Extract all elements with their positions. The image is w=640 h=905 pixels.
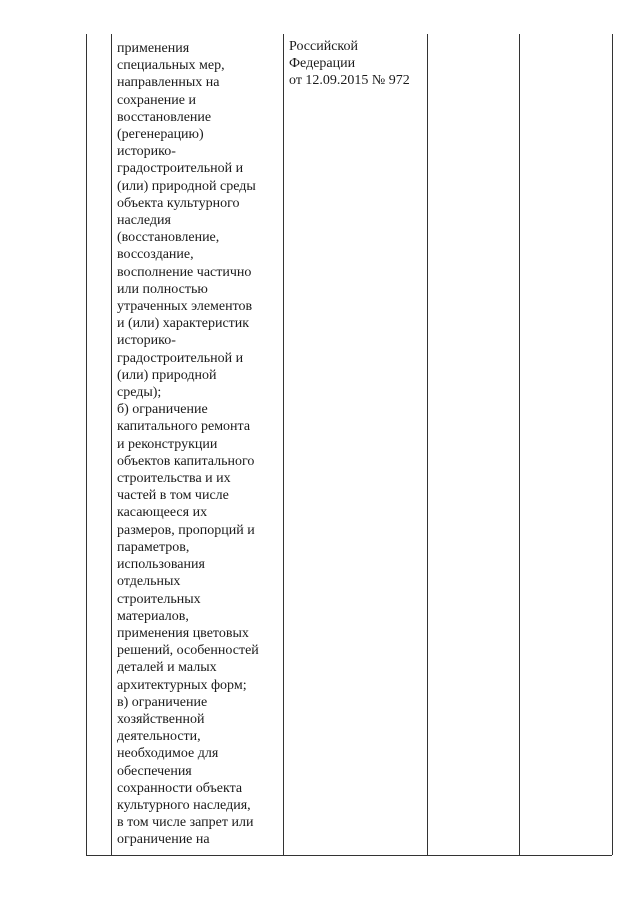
requirements-line: восполнение частично: [117, 264, 252, 280]
column-divider-4: [519, 34, 520, 855]
requirements-line: и (или) характеристик: [117, 316, 250, 332]
requirements-line: (регенерацию): [117, 127, 204, 143]
requirements-line: объектов капитального: [117, 453, 255, 469]
column-divider-1: [111, 34, 112, 855]
requirements-line: применения цветовых: [117, 625, 249, 641]
column-divider-3: [427, 34, 428, 855]
requirements-cell: [117, 40, 281, 849]
requirements-line: специальных мер,: [117, 58, 225, 74]
legal-basis-line: от 12.09.2015 № 972: [289, 73, 410, 89]
requirements-line: сохранности объекта: [117, 780, 243, 796]
requirements-line: частей в том числе: [117, 488, 229, 504]
requirements-line: капитального ремонта: [117, 419, 251, 435]
requirements-line: сохранение и: [117, 92, 196, 108]
requirements-line: (или) природной среды: [117, 178, 256, 194]
requirements-line: (или) природной: [117, 367, 217, 383]
requirements-line: ограничение на: [117, 832, 210, 848]
legal-basis-cell: [289, 38, 429, 90]
requirements-line: воссоздание,: [117, 247, 194, 263]
requirements-line: восстановление: [117, 109, 212, 125]
requirements-line: и реконструкции: [117, 436, 218, 452]
requirements-line: историко-: [117, 144, 176, 160]
requirements-line: (восстановление,: [117, 230, 220, 246]
requirements-line: градостроительной и: [117, 161, 244, 177]
requirements-line: строительных: [117, 591, 201, 607]
requirements-line: касающееся их: [117, 505, 208, 521]
requirements-line: в) ограничение: [117, 694, 208, 710]
legal-basis-line: Российской: [289, 39, 358, 54]
requirements-line: материалов,: [117, 608, 189, 624]
requirements-line: строительства и их: [117, 471, 231, 487]
requirements-line: объекта культурного: [117, 195, 240, 211]
requirements-line: б) ограничение: [117, 402, 208, 418]
requirements-line: отдельных: [117, 574, 181, 590]
requirements-line: параметров,: [117, 539, 190, 555]
requirements-line: утраченных элементов: [117, 299, 253, 315]
requirements-line: направленных на: [117, 75, 220, 91]
regulation-table: [86, 34, 612, 856]
requirements-line: культурного наследия,: [117, 797, 251, 813]
requirements-line: градостроительной и: [117, 350, 244, 366]
requirements-line: обеспечения: [117, 763, 192, 779]
requirements-line: или полностью: [117, 281, 208, 297]
requirements-line: необходимое для: [117, 746, 219, 762]
requirements-line: среды);: [117, 385, 162, 401]
column-divider-2: [283, 34, 284, 855]
requirements-line: в том числе запрет или: [117, 815, 254, 831]
requirements-line: историко-: [117, 333, 176, 349]
requirements-line: применения: [117, 41, 190, 56]
requirements-line: решений, особенностей: [117, 643, 259, 659]
legal-basis-line: Федерации: [289, 56, 356, 72]
requirements-line: использования: [117, 557, 205, 573]
requirements-line: наследия: [117, 213, 171, 229]
requirements-line: хозяйственной: [117, 711, 205, 727]
requirements-line: деятельности,: [117, 729, 201, 745]
requirements-line: архитектурных форм;: [117, 677, 247, 693]
column-divider-5: [612, 34, 613, 855]
requirements-line: размеров, пропорций и: [117, 522, 255, 538]
requirements-line: деталей и малых: [117, 660, 217, 676]
